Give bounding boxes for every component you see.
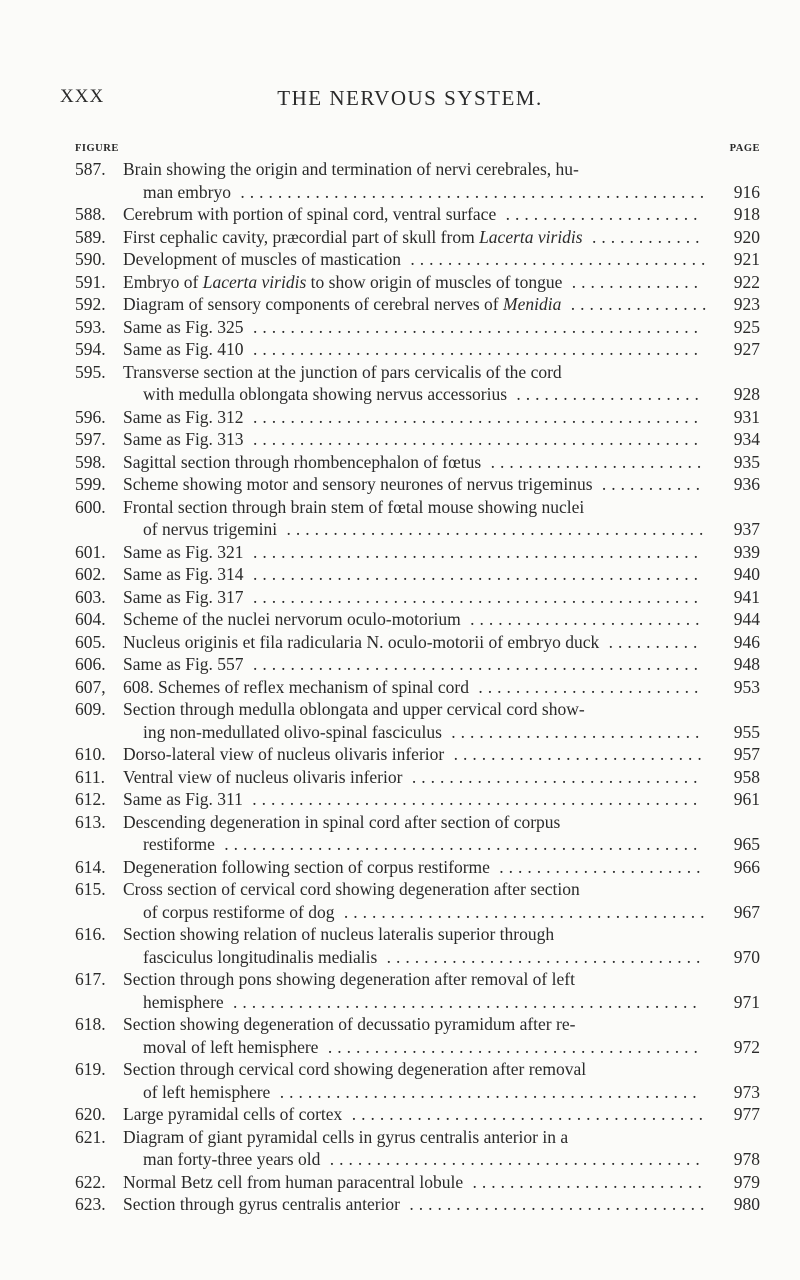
figure-caption: with medulla oblongata showing nervus accessorius [143, 384, 508, 404]
figure-caption: Same as Fig. 312 [123, 406, 244, 427]
leader-dots: ................................................ [242, 789, 703, 809]
page-ref: 925 [733, 316, 760, 337]
leader-dots: ................................................ [243, 654, 703, 674]
figure-caption: Diagram of giant pyramidal cells in gyrus centralis anterior in a [123, 1126, 569, 1147]
leader-dots: .............. [562, 271, 704, 292]
list-item [75, 743, 760, 766]
leader-dots: ................................................ [243, 541, 703, 562]
page-ref: 946 [733, 631, 760, 652]
figure-number: 604. [75, 609, 106, 629]
list-item [75, 856, 760, 879]
figure-caption: Transverse section at the junction of pars cervicalis of the cord [123, 361, 562, 382]
leader-dots: ....................... [481, 451, 707, 472]
figure-number: 591. [75, 271, 106, 292]
leader-dots: ............................................. [270, 1081, 702, 1102]
list-item [75, 586, 760, 609]
leader-dots: ................................................... [214, 834, 703, 854]
figure-caption: Same as Fig. 410 [123, 339, 244, 359]
list-item [75, 698, 760, 743]
leader-dots: ...................................... [342, 1104, 708, 1124]
figure-number: 609. [75, 699, 106, 719]
leader-dots: .................................................. [230, 181, 710, 202]
figure-caption: 608. Schemes of reflex mechanism of spinal cord [123, 676, 470, 697]
figure-column-header: FIGURE [75, 143, 119, 154]
list-item [75, 293, 760, 316]
leader-dots: ................................ [400, 249, 711, 269]
list-item [75, 788, 760, 811]
figure-caption: Frontal section through brain stem of fœtal mouse showing nuclei [123, 496, 585, 517]
list-item [75, 541, 760, 564]
figure-number: 588. [75, 204, 106, 224]
figure-caption: Brain showing the origin and termination of nervi cerebrales, hu- [123, 159, 579, 179]
page-ref: 939 [733, 541, 760, 562]
figure-caption: Same as Fig. 314 [123, 564, 244, 584]
page-ref: 940 [733, 564, 760, 584]
page-ref: 966 [733, 856, 760, 877]
page-ref: 979 [733, 1171, 760, 1192]
leader-dots: ............................... [402, 766, 703, 787]
list-item [75, 1103, 760, 1126]
page-ref: 935 [733, 451, 760, 472]
figure-caption: of left hemisphere [143, 1081, 271, 1102]
figure-caption: Scheme showing motor and sensory neurones of nervus trigeminus [123, 474, 593, 494]
leader-dots: ................................................ [243, 406, 703, 427]
running-title: THE NERVOUS SYSTEM. [277, 86, 543, 110]
list-item [75, 316, 760, 339]
page-column-header: PAGE [729, 143, 760, 154]
list-item [75, 226, 760, 249]
figure-number: 612. [75, 789, 106, 809]
list-item [75, 473, 760, 496]
list-item [75, 653, 760, 676]
figure-number: 606. [75, 654, 106, 674]
figure-caption: man forty-three years old [143, 1149, 321, 1169]
figure-number: 607, [75, 676, 106, 697]
list-item [75, 631, 760, 654]
leader-dots: .................... [507, 384, 704, 404]
figure-number: 593. [75, 316, 106, 337]
figure-caption: man embryo [143, 181, 231, 202]
list-item [75, 766, 760, 789]
list-item [75, 1126, 760, 1171]
leader-dots: ...................... [489, 856, 706, 877]
figure-number: 613. [75, 811, 106, 832]
list-item [75, 676, 760, 699]
figure-number: 602. [75, 564, 106, 584]
page-ref: 978 [733, 1149, 760, 1169]
list-item [75, 338, 760, 361]
figure-number: 594. [75, 339, 106, 359]
leader-dots: ......................... [463, 1171, 707, 1192]
figure-caption: Degeneration following section of corpus restiforme [123, 856, 490, 877]
page-ref: 927 [733, 339, 760, 359]
figure-number: 622. [75, 1171, 106, 1192]
figure-caption: ing non-medullated olivo-spinal fasciculus [143, 721, 442, 742]
figure-caption: Section through pons showing degeneration after removal of left [123, 969, 575, 989]
leader-dots: ..................... [496, 204, 703, 224]
leader-dots: ............... [561, 294, 712, 314]
figure-caption: of nervus trigemini [143, 519, 278, 539]
figure-list [75, 158, 760, 1216]
page-ref: 953 [733, 676, 760, 697]
leader-dots: ....................................... [334, 901, 710, 922]
list-item [75, 361, 760, 406]
list-item [75, 878, 760, 923]
figure-number: 620. [75, 1104, 106, 1124]
figure-caption: Section showing degeneration of decussatio pyramidum after re- [123, 1014, 576, 1034]
leader-dots: ........................... [444, 744, 707, 764]
figure-caption: Same as Fig. 557 [123, 654, 244, 674]
figure-number: 605. [75, 631, 106, 652]
figure-caption: of corpus restiforme of dog [143, 901, 335, 922]
leader-dots: ................................................ [243, 429, 703, 449]
list-item [75, 811, 760, 856]
figure-number: 600. [75, 496, 106, 517]
figure-caption: Section through cervical cord showing degeneration after removal [123, 1059, 587, 1079]
list-item [75, 968, 760, 1013]
page-ref: 971 [733, 991, 760, 1012]
list-item [75, 496, 760, 541]
list-item [75, 923, 760, 968]
figure-caption: First cephalic cavity, præcordial part of skull from Lacerta viridis [123, 226, 583, 247]
figure-number: 617. [75, 969, 106, 989]
page-ref: 931 [733, 406, 760, 427]
list-item [75, 1013, 760, 1058]
figure-number: 597. [75, 429, 106, 449]
page-ref: 937 [733, 519, 760, 539]
figure-caption: Dorso-lateral view of nucleus olivaris inferior [123, 744, 445, 764]
page-ref: 980 [733, 1194, 760, 1214]
list-item [75, 406, 760, 429]
figure-caption: fasciculus longitudinalis medialis [143, 946, 378, 967]
leader-dots: ................................................ [243, 586, 703, 607]
leader-dots: ........................ [469, 676, 704, 697]
figure-number: 599. [75, 474, 106, 494]
list-item [75, 1058, 760, 1103]
leader-dots: ................................................ [243, 316, 703, 337]
page-ref: 944 [733, 609, 760, 629]
leader-dots: ................................................ [243, 564, 703, 584]
figure-caption: Same as Fig. 325 [123, 316, 244, 337]
page-ref: 916 [733, 181, 760, 202]
figure-caption: Large pyramidal cells of cortex [123, 1104, 343, 1124]
figure-caption: Same as Fig. 311 [123, 789, 243, 809]
list-item [75, 1171, 760, 1194]
page-ref: 921 [733, 249, 760, 269]
figure-number: 623. [75, 1194, 106, 1214]
leader-dots: ........................................ [318, 1036, 703, 1057]
figure-caption: Nucleus originis et fila radicularia N. oculo-motorii of embryo duck [123, 631, 600, 652]
figure-number: 610. [75, 744, 106, 764]
page-ref: 970 [733, 946, 760, 967]
page-ref: 955 [733, 721, 760, 742]
page-ref: 948 [733, 654, 760, 674]
page-ref: 941 [733, 586, 760, 607]
figure-caption: hemisphere [143, 991, 224, 1012]
figure-caption: Section through medulla oblongata and upper cervical cord show- [123, 699, 585, 719]
figure-caption: Diagram of sensory components of cerebral nerves of Menidia [123, 294, 562, 314]
figure-caption: Same as Fig. 321 [123, 541, 244, 562]
figure-caption: Development of muscles of mastication [123, 249, 401, 269]
list-item [75, 608, 760, 631]
page-ref: 967 [733, 901, 760, 922]
list-item [75, 248, 760, 271]
figure-number: 589. [75, 226, 106, 247]
page-ref: 936 [733, 474, 760, 494]
list-item [75, 428, 760, 451]
page-ref: 977 [733, 1104, 760, 1124]
figure-caption: Embryo of Lacerta viridis to show origin of muscles of tongue [123, 271, 563, 292]
page-ref: 958 [733, 766, 760, 787]
leader-dots: ................................................ [243, 339, 703, 359]
figure-number: 615. [75, 879, 106, 899]
leader-dots: ................................ [400, 1194, 710, 1214]
figure-number: 596. [75, 406, 106, 427]
figure-number: 621. [75, 1126, 106, 1147]
figure-number: 587. [75, 159, 106, 179]
figure-caption: restiforme [143, 834, 215, 854]
leader-dots: ........... [592, 474, 706, 494]
column-headers [75, 143, 760, 159]
leader-dots: ........................................ [320, 1149, 705, 1169]
page-ref: 918 [733, 204, 760, 224]
figure-number: 590. [75, 249, 106, 269]
figure-caption: moval of left hemisphere [143, 1036, 319, 1057]
figure-number: 601. [75, 541, 106, 562]
list-item [75, 271, 760, 294]
page-ref: 923 [733, 294, 760, 314]
list-item [75, 203, 760, 226]
page-ref: 928 [733, 384, 760, 404]
page-ref: 972 [733, 1036, 760, 1057]
leader-dots: .................................................. [223, 991, 702, 1012]
page-ref: 965 [733, 834, 760, 854]
leader-dots: .......... [599, 631, 703, 652]
page-ref: 961 [733, 789, 760, 809]
list-item [75, 158, 760, 203]
page-ref: 922 [733, 271, 760, 292]
figure-caption: Cross section of cervical cord showing degeneration after section [123, 879, 580, 899]
figure-caption: Normal Betz cell from human paracentral lobule [123, 1171, 464, 1192]
figure-caption: Same as Fig. 317 [123, 586, 244, 607]
figure-caption: Section through gyrus centralis anterior [123, 1194, 401, 1214]
figure-number: 616. [75, 924, 106, 944]
figure-caption: Descending degeneration in spinal cord after section of corpus [123, 811, 561, 832]
page-ref: 957 [733, 744, 760, 764]
list-item [75, 563, 760, 586]
page-ref: 973 [733, 1081, 760, 1102]
figure-number: 611. [75, 766, 105, 787]
figure-number: 618. [75, 1014, 106, 1034]
figure-number: 592. [75, 294, 106, 314]
figure-number: 595. [75, 361, 106, 382]
leader-dots: ......................... [460, 609, 705, 629]
figure-caption: Cerebrum with portion of spinal cord, ventral surface [123, 204, 497, 224]
figure-caption: Section showing relation of nucleus lateralis superior through [123, 924, 555, 944]
leader-dots: ............ [582, 226, 705, 247]
figure-caption: Ventral view of nucleus olivaris inferior [123, 766, 403, 787]
leader-dots: ............................................. [277, 519, 709, 539]
figure-number: 598. [75, 451, 106, 472]
page-ref: 934 [733, 429, 760, 449]
list-item [75, 451, 760, 474]
figure-number: 614. [75, 856, 106, 877]
page-header [60, 86, 760, 126]
leader-dots: ........................... [441, 721, 705, 742]
page-number: XXX [60, 86, 105, 107]
figure-caption: Scheme of the nuclei nervorum oculo-motorium [123, 609, 461, 629]
figure-number: 619. [75, 1059, 106, 1079]
page-ref: 920 [733, 226, 760, 247]
figure-number: 603. [75, 586, 106, 607]
figure-caption: Sagittal section through rhombencephalon of fœtus [123, 451, 482, 472]
list-item [75, 1193, 760, 1216]
leader-dots: .................................. [377, 946, 706, 967]
figure-caption: Same as Fig. 313 [123, 429, 244, 449]
